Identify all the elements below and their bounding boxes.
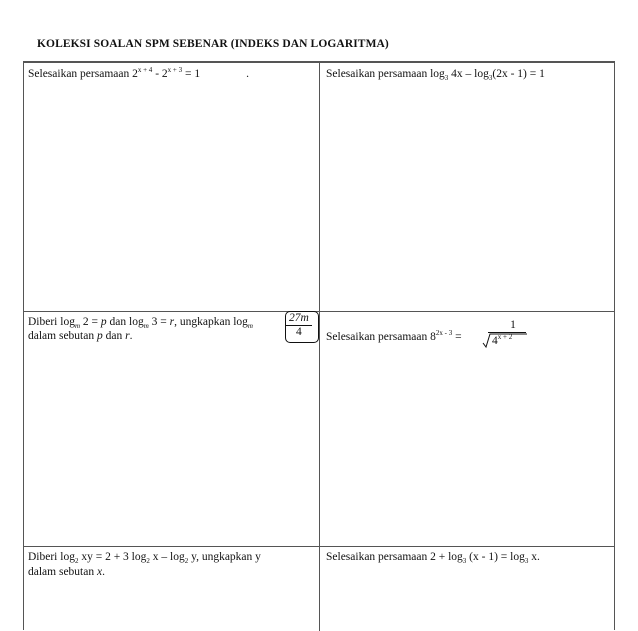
q5-text-f: . xyxy=(102,566,105,578)
q5-text-b: xy = 2 + 3 log xyxy=(78,551,147,563)
q3-fraction xyxy=(286,312,312,339)
question-6 xyxy=(326,550,540,565)
q5-text-a: Diberi log xyxy=(28,551,75,563)
q4-root-base: 4 xyxy=(492,335,498,347)
q2-arg-2: (2x - 1) = 1 xyxy=(492,68,545,80)
q5-text-c: x – log xyxy=(149,551,185,563)
q1-exponent-2: x + 3 xyxy=(167,66,183,74)
q3-var-r: r xyxy=(169,316,175,328)
question-3-line-1 xyxy=(28,315,253,330)
row-divider-2 xyxy=(24,546,614,547)
q2-text: Selesaikan persamaan log xyxy=(326,68,445,80)
q4-exponent: 2x - 3 xyxy=(435,329,453,337)
q3-numerator: 27m xyxy=(286,312,312,326)
q3-var-r-2: r xyxy=(125,330,130,342)
q4-text: Selesaikan persamaan 8 xyxy=(326,331,436,343)
row-divider-1 xyxy=(24,311,614,312)
q6-base-1: 3 xyxy=(462,557,467,565)
q3-base-m-3: m xyxy=(247,322,253,330)
q1-text-mid: - 2 xyxy=(152,68,168,80)
question-table xyxy=(23,61,615,630)
q6-text-mid: (x - 1) = log xyxy=(466,551,525,563)
q5-text-d: y, ungkapkan y xyxy=(188,551,261,563)
q1-exponent-1: x + 4 xyxy=(137,66,153,74)
q3-var-p-2: p xyxy=(96,330,103,342)
q5-base-1: 2 xyxy=(74,557,79,565)
row-divider-top xyxy=(24,62,614,63)
q3-text-d: 3 = xyxy=(148,316,170,328)
q3-text-g: dan xyxy=(102,330,126,342)
q3-var-p: p xyxy=(100,316,107,328)
q3-text-e: , ungkapkan log xyxy=(174,316,248,328)
question-1 xyxy=(28,67,249,82)
q2-arg-1: 4x – log xyxy=(448,68,489,80)
question-3-line-2 xyxy=(28,329,132,343)
q1-text: Selesaikan persamaan 2 xyxy=(28,68,138,80)
q4-root-exponent: x + 2 xyxy=(497,333,513,341)
q5-base-2: 2 xyxy=(146,557,150,565)
q3-text-a: Diberi log xyxy=(28,316,75,328)
q3-text-b: 2 = xyxy=(80,316,101,328)
q6-base-2: 3 xyxy=(524,557,529,565)
q3-text-c: dan log xyxy=(106,316,144,328)
q1-dot: . xyxy=(246,68,249,80)
q2-base-2: 3 xyxy=(488,74,493,82)
question-2 xyxy=(326,67,545,82)
document-title: KOLEKSI SOALAN SPM SEBENAR (INDEKS DAN LOGARITMA) xyxy=(37,38,389,50)
q5-var-x: x xyxy=(96,566,103,578)
q6-text: Selesaikan persamaan 2 + log xyxy=(326,551,463,563)
q3-denominator: 4 xyxy=(296,326,302,338)
q5-text-e: dalam sebutan xyxy=(28,566,97,578)
q3-text-h: . xyxy=(129,330,133,342)
q5-base-3: 2 xyxy=(184,557,189,565)
question-4 xyxy=(326,330,462,345)
q1-text-tail: = 1 xyxy=(182,68,201,80)
q3-frac xyxy=(286,312,312,339)
q3-base-m: m xyxy=(74,322,81,330)
q4-numerator: 1 xyxy=(510,319,516,331)
q3-text-f: dalam sebutan xyxy=(28,330,97,342)
q4-root-content xyxy=(492,334,512,349)
q6-text-tail: x. xyxy=(528,551,540,563)
question-5-line-2 xyxy=(28,565,105,579)
q2-base-1: 3 xyxy=(444,74,449,82)
q4-equals: = xyxy=(452,331,462,343)
q3-base-m-2: m xyxy=(143,322,149,330)
question-5-line-1 xyxy=(28,550,261,565)
